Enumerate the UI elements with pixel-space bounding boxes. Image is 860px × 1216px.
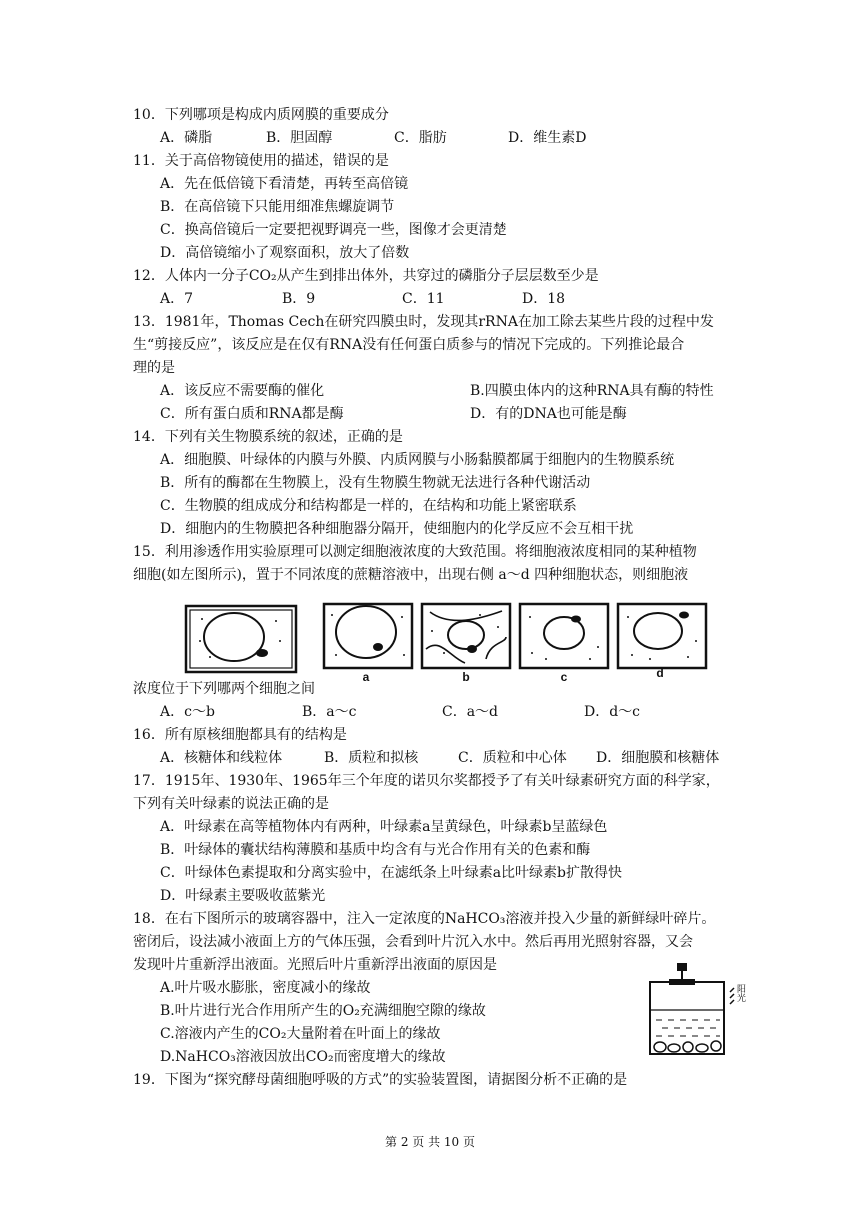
question-11-stem: 11．关于高倍物镜使用的描述，错误的是 (133, 153, 389, 169)
option-d: D．维生素D (508, 130, 587, 146)
option-d: D．高倍镜缩小了观察面积，放大了倍数 (160, 245, 410, 261)
figure-label-a: a (362, 670, 370, 684)
option-b: B．在高倍镜下只能用细准焦螺旋调节 (160, 199, 395, 215)
option-c: C．叶绿体色素提取和分离实验中，在滤纸条上叶绿素a比叶绿素b扩散得快 (160, 865, 623, 881)
option-b: B．9 (282, 291, 316, 307)
option-b: B．所有的酶都在生物膜上，没有生物膜生物就无法进行各种代谢活动 (160, 475, 591, 491)
glass-container-figure (640, 958, 750, 1060)
option-b: B．质粒和拟核 (324, 750, 419, 766)
option-a: A．细胞膜、叶绿体的内膜与外膜、内质网膜与小肠黏膜都属于细胞内的生物膜系统 (160, 452, 675, 468)
question-13-stem-line-3: 理的是 (133, 360, 175, 376)
figure-label-d: d (656, 666, 664, 680)
option-c: C．质粒和中心体 (458, 750, 567, 766)
option-a: A．该反应不需要酶的催化 (160, 383, 325, 399)
option-a: A．磷脂 (160, 130, 213, 146)
option-c: C．生物膜的组成成分和结构都是一样的，在结构和功能上紧密联系 (160, 498, 577, 514)
question-10-stem: 10．下列哪项是构成内质网膜的重要成分 (133, 107, 389, 123)
option-b: B．a～c (302, 704, 357, 720)
option-d: D.NaHCO₃溶液因放出CO₂而密度增大的缘故 (160, 1049, 446, 1065)
option-b: B.四膜虫体内的这种RNA具有酶的特性 (470, 383, 714, 399)
question-17-stem-line-1: 17．1915年、1930年、1965年三个年度的诺贝尔奖都授予了有关叶绿素研究方面的科学家， (133, 773, 720, 789)
question-18-stem-line-3: 发现叶片重新浮出液面。光照后叶片重新浮出液面的原因是 (133, 957, 497, 973)
option-a: A．先在低倍镜下看清楚，再转至高倍镜 (160, 176, 409, 192)
figure-label-b: b (462, 670, 470, 684)
option-d: D．细胞内的生物膜把各种细胞器分隔开，使细胞内的化学反应不会互相干扰 (160, 521, 634, 537)
option-d: D．叶绿素主要吸收蓝紫光 (160, 888, 326, 904)
option-b: B．胆固醇 (266, 130, 333, 146)
page-number-footer: 第 2 页 共 10 页 (385, 1135, 475, 1149)
option-c: C．11 (402, 291, 445, 307)
option-c: C．换高倍镜后一定要把视野调亮一些，图像才会更清楚 (160, 222, 507, 238)
question-18-stem-line-1: 18．在右下图所示的玻璃容器中，注入一定浓度的NaHCO₃溶液并投入少量的新鲜绿叶碎片。 (133, 911, 716, 927)
option-b: B．叶绿体的囊状结构薄膜和基质中均含有与光合作用有关的色素和酶 (160, 842, 591, 858)
question-15-stem-line-2: 细胞(如左图所示)，置于不同浓度的蔗糖溶液中，出现右侧 a～d 四种细胞状态，则细胞液 (133, 567, 689, 583)
plant-cell-figure (180, 597, 720, 687)
question-18-stem-line-2: 密闭后，设法减小液面上方的气体压强，会看到叶片沉入水中。然后再用光照射容器，又会 (133, 934, 693, 950)
question-19-stem: 19．下图为“探究酵母菌细胞呼吸的方式”的实验装置图，请据图分析不正确的是 (133, 1072, 628, 1088)
option-d: D．d～c (584, 704, 641, 720)
light-label: 阳光 (735, 984, 745, 1002)
option-a: A．核糖体和线粒体 (160, 750, 283, 766)
option-d: D．细胞膜和核糖体 (596, 750, 720, 766)
option-a: A.叶片吸水膨胀，密度减小的缘故 (160, 980, 371, 996)
question-17-stem-line-2: 下列有关叶绿素的说法正确的是 (133, 796, 329, 812)
question-15-stem-line-3: 浓度位于下列哪两个细胞之间 (133, 681, 315, 697)
question-16-stem: 16．所有原核细胞都具有的结构是 (133, 727, 347, 743)
option-a: A．c～b (160, 704, 215, 720)
question-15-stem-line-1: 15．利用渗透作用实验原理可以测定细胞液浓度的大致范围。将细胞液浓度相同的某种植物 (133, 544, 697, 560)
question-13-stem-line-2: 生“剪接反应”，该反应是在仅有RNA没有任何蛋白质参与的情况下完成的。下列推论最合 (133, 337, 685, 353)
option-c: C.溶液内产生的CO₂大量附着在叶面上的缘故 (160, 1026, 441, 1042)
option-d: D．18 (522, 291, 566, 307)
question-13-stem-line-1: 13．1981年，Thomas Cech在研究四膜虫时，发现其rRNA在加工除去某些片段的过程中发 (133, 314, 714, 330)
option-c: C．a～d (442, 704, 499, 720)
option-b: B.叶片进行光合作用所产生的O₂充满细胞空隙的缘故 (160, 1003, 486, 1019)
option-a: A．叶绿素在高等植物体内有两种，叶绿素a呈黄绿色，叶绿素b呈蓝绿色 (160, 819, 608, 835)
figure-label-c: c (560, 670, 568, 684)
option-d: D．有的DNA也可能是酶 (470, 406, 627, 422)
option-a: A．7 (160, 291, 194, 307)
question-14-stem: 14．下列有关生物膜系统的叙述，正确的是 (133, 429, 403, 445)
option-c: C．脂肪 (394, 130, 447, 146)
question-12-stem: 12．人体内一分子CO₂从产生到排出体外，共穿过的磷脂分子层层数至少是 (133, 268, 599, 284)
option-c: C．所有蛋白质和RNA都是酶 (160, 406, 344, 422)
